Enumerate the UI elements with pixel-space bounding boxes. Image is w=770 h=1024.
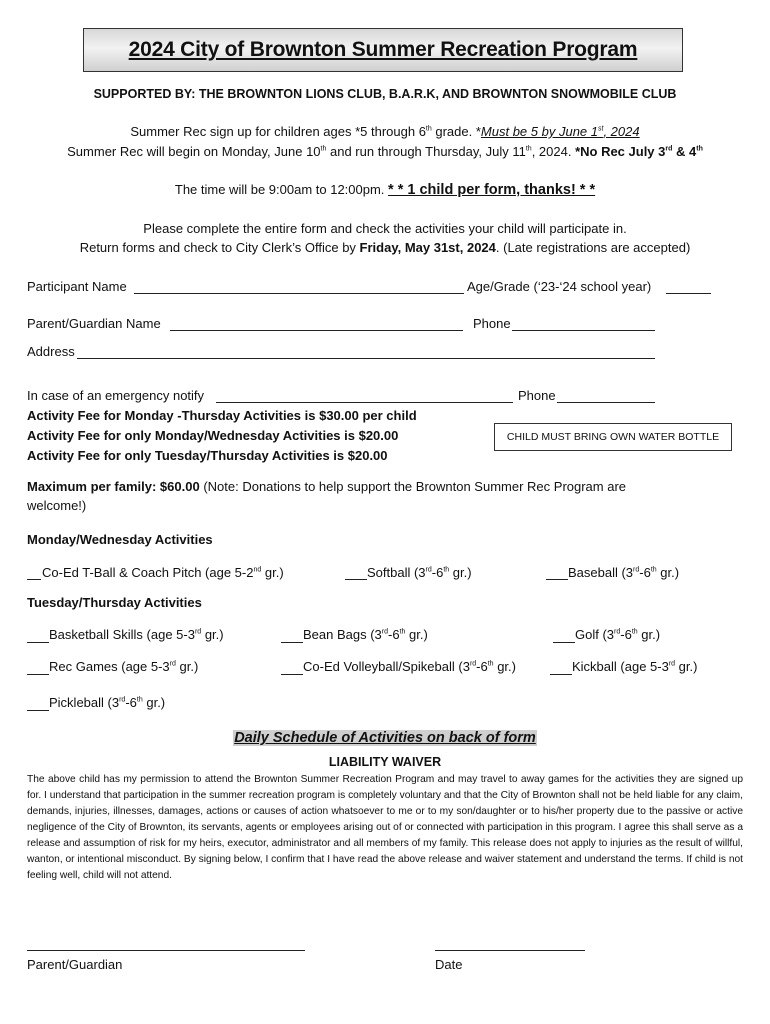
activity-text: gr.) — [449, 565, 472, 580]
activity-text: -6 — [620, 627, 632, 642]
activity-text: Golf (3 — [575, 627, 615, 642]
maximum-fee — [27, 479, 626, 494]
intro-text: Return forms and check to City Clerk’s Office by — [79, 240, 360, 255]
mw-heading: Monday/Wednesday Activities — [27, 532, 213, 547]
activity-text: gr.) — [142, 695, 166, 710]
sup: nd — [253, 566, 262, 574]
max-fee-note: (Note: Donations to help support the Brownton Summer Rec Program are — [199, 479, 627, 494]
activity-text: Pickleball (3 — [49, 695, 120, 710]
sup: th — [631, 628, 638, 636]
sup: th — [443, 566, 450, 574]
sup: th — [425, 125, 432, 133]
sup: th — [136, 696, 143, 704]
sup: rd — [169, 660, 176, 668]
activity-text: gr.) — [261, 565, 284, 580]
waiver-text: The above child has my permission to attend the Brownton Summer Recreation Program and may travel to away games for the activities they are signed up for. I understand that participation in the summer recreation program is completely voluntary and that the City of Brownton shall not be held liable for any claim, demands, injuries, illnesses, damages, actions or causes of action whatsoever to me or to my son/daughter or to his/her property due to the passive or active negligence of the City of Brownton, its servants, agents or employees arising out of or connected with participation in this program. I agree this shall serve as a release and assumption of risk for my heirs, executor, administrator and all members of my family. This release does not apply to injuries as the result of willful, wanton, or intentional misconduct. By signing below, I confirm that I have read the above release and waiver statement and understand the terms. If child is not feeling well, child will not attend. — [27, 774, 743, 881]
participant-name-field[interactable] — [134, 293, 464, 294]
pickleball-checkbox[interactable] — [27, 710, 49, 711]
intro-text: . (Late registrations are accepted) — [495, 240, 691, 255]
volleyball-label — [303, 659, 516, 674]
emergency-label: In case of an emergency notify — [27, 388, 205, 403]
age-grade-field[interactable] — [666, 293, 711, 294]
intro-line-1 — [0, 124, 770, 139]
time-line — [0, 182, 770, 198]
waiver-title: LIABILITY WAIVER — [328, 755, 442, 769]
supported-by: SUPPORTED BY: THE BROWNTON LIONS CLUB, B.A.R.K, AND BROWNTON SNOWMOBILE CLUB — [93, 87, 677, 101]
activity-text: gr.) — [493, 659, 516, 674]
max-fee-label: Maximum per family: $60.00 — [27, 479, 200, 494]
emergency-phone-label: Phone — [518, 388, 556, 403]
max-fee-note-2: welcome!) — [27, 498, 87, 513]
pickleball-label — [49, 695, 165, 710]
activity-text: Rec Games (age 5-3 — [49, 659, 170, 674]
sup: rd — [194, 628, 202, 636]
kickball-checkbox[interactable] — [550, 674, 572, 675]
intro-text: grade. * — [431, 124, 481, 139]
sup: rd — [119, 696, 126, 704]
complete-instructions: Please complete the entire form and check the activities your child will participate in. — [143, 221, 627, 236]
activity-text: gr.) — [175, 659, 199, 674]
sup: th — [650, 566, 657, 574]
tball-label — [42, 565, 284, 580]
parent-name-label: Parent/Guardian Name — [27, 316, 161, 331]
title-box — [83, 28, 683, 72]
volleyball-checkbox[interactable] — [281, 674, 303, 675]
parent-signature-label: Parent/Guardian — [27, 957, 123, 972]
activity-text: -6 — [125, 695, 137, 710]
activity-text: -6 — [476, 659, 488, 674]
activity-text: Baseball (3 — [568, 565, 634, 580]
intro-text: , 2024. — [531, 144, 576, 159]
schedule-text: Daily Schedule of Activities on back of form — [234, 730, 536, 746]
intro-text: & 4 — [672, 144, 697, 159]
intro-text: Must be 5 by June 1 — [480, 124, 598, 139]
one-child-notice: * * 1 child per form, thanks! * * — [388, 182, 596, 198]
sup: rd — [665, 145, 673, 153]
intro-text: Summer Rec sign up for children ages *5 through 6 — [130, 124, 426, 139]
water-bottle-notice: CHILD MUST BRING OWN WATER BOTTLE — [494, 423, 732, 451]
fee-tue-thu: Activity Fee for only Tuesday/Thursday Activities is $20.00 — [27, 448, 388, 463]
intro-line-2 — [0, 144, 770, 159]
age-requirement — [481, 124, 640, 139]
address-field[interactable] — [77, 358, 655, 359]
golf-label — [575, 627, 660, 642]
tball-checkbox[interactable] — [27, 579, 41, 580]
time-text: The time will be 9:00am to 12:00pm. — [174, 182, 389, 197]
activity-text: Co-Ed Volleyball/Spikeball (3 — [303, 659, 470, 674]
fee-mon-wed: Activity Fee for only Monday/Wednesday Activities is $20.00 — [27, 428, 399, 443]
return-date: Friday, May 31st, 2024 — [359, 240, 496, 255]
emergency-phone-field[interactable] — [557, 402, 655, 403]
activity-text: Bean Bags (3 — [303, 627, 382, 642]
parent-signature-field[interactable] — [27, 950, 305, 951]
sup: rd — [668, 660, 676, 668]
softball-label — [367, 565, 472, 580]
rec-games-label — [49, 659, 198, 674]
activity-text: Co-Ed T-Ball & Coach Pitch (age 5-2 — [42, 565, 254, 580]
intro-text: Summer Rec will begin on Monday, June 10 — [67, 144, 321, 159]
parent-name-field[interactable] — [170, 330, 463, 331]
sup: th — [696, 145, 703, 153]
golf-checkbox[interactable] — [553, 642, 575, 643]
no-rec-notice — [575, 144, 703, 159]
activity-text: Basketball Skills (age 5-3 — [49, 627, 195, 642]
intro-text: *No Rec July 3 — [575, 144, 666, 159]
phone-field[interactable] — [512, 330, 655, 331]
activity-text: gr.) — [656, 565, 680, 580]
sup: th — [525, 145, 532, 153]
participant-name-label: Participant Name — [27, 279, 127, 294]
intro-text: , 2024 — [603, 124, 640, 139]
date-label: Date — [435, 957, 463, 972]
activity-text: gr.) — [201, 627, 224, 642]
age-grade-label: Age/Grade (‘23-‘24 school year) — [467, 279, 652, 294]
sup: th — [487, 660, 494, 668]
baseball-checkbox[interactable] — [546, 579, 568, 580]
activity-text: -6 — [639, 565, 651, 580]
activity-text: gr.) — [405, 627, 428, 642]
address-label: Address — [27, 344, 75, 359]
activity-text: Kickball (age 5-3 — [572, 659, 669, 674]
sup: rd — [614, 628, 621, 636]
emergency-contact-field[interactable] — [216, 402, 513, 403]
fee-mon-thu: Activity Fee for Monday -Thursday Activities is $30.00 per child — [27, 408, 417, 423]
schedule-note — [0, 729, 770, 747]
activity-text: gr.) — [637, 627, 661, 642]
intro-text: and run through Thursday, July 11 — [326, 144, 526, 159]
sup: th — [320, 145, 327, 153]
sup: rd — [381, 628, 389, 636]
baseball-label — [568, 565, 679, 580]
tt-heading: Tuesday/Thursday Activities — [27, 595, 202, 610]
phone-label: Phone — [473, 316, 511, 331]
softball-checkbox[interactable] — [345, 579, 367, 580]
sup: st — [598, 125, 604, 133]
page-title: 2024 City of Brownton Summer Recreation Program — [128, 38, 638, 61]
bean-bags-label — [303, 627, 428, 642]
rec-games-checkbox[interactable] — [27, 674, 49, 675]
date-field[interactable] — [435, 950, 585, 951]
basketball-checkbox[interactable] — [27, 642, 49, 643]
kickball-label — [572, 659, 697, 674]
basketball-label — [49, 627, 224, 642]
activity-text: -6 — [388, 627, 400, 642]
activity-text: gr.) — [675, 659, 698, 674]
bean-bags-checkbox[interactable] — [281, 642, 303, 643]
activity-text: Softball (3 — [367, 565, 426, 580]
sup: th — [399, 628, 406, 636]
sup: rd — [633, 566, 640, 574]
sup: rd — [425, 566, 432, 574]
activity-text: -6 — [431, 565, 444, 580]
sup: rd — [469, 660, 477, 668]
return-instructions — [0, 240, 770, 255]
